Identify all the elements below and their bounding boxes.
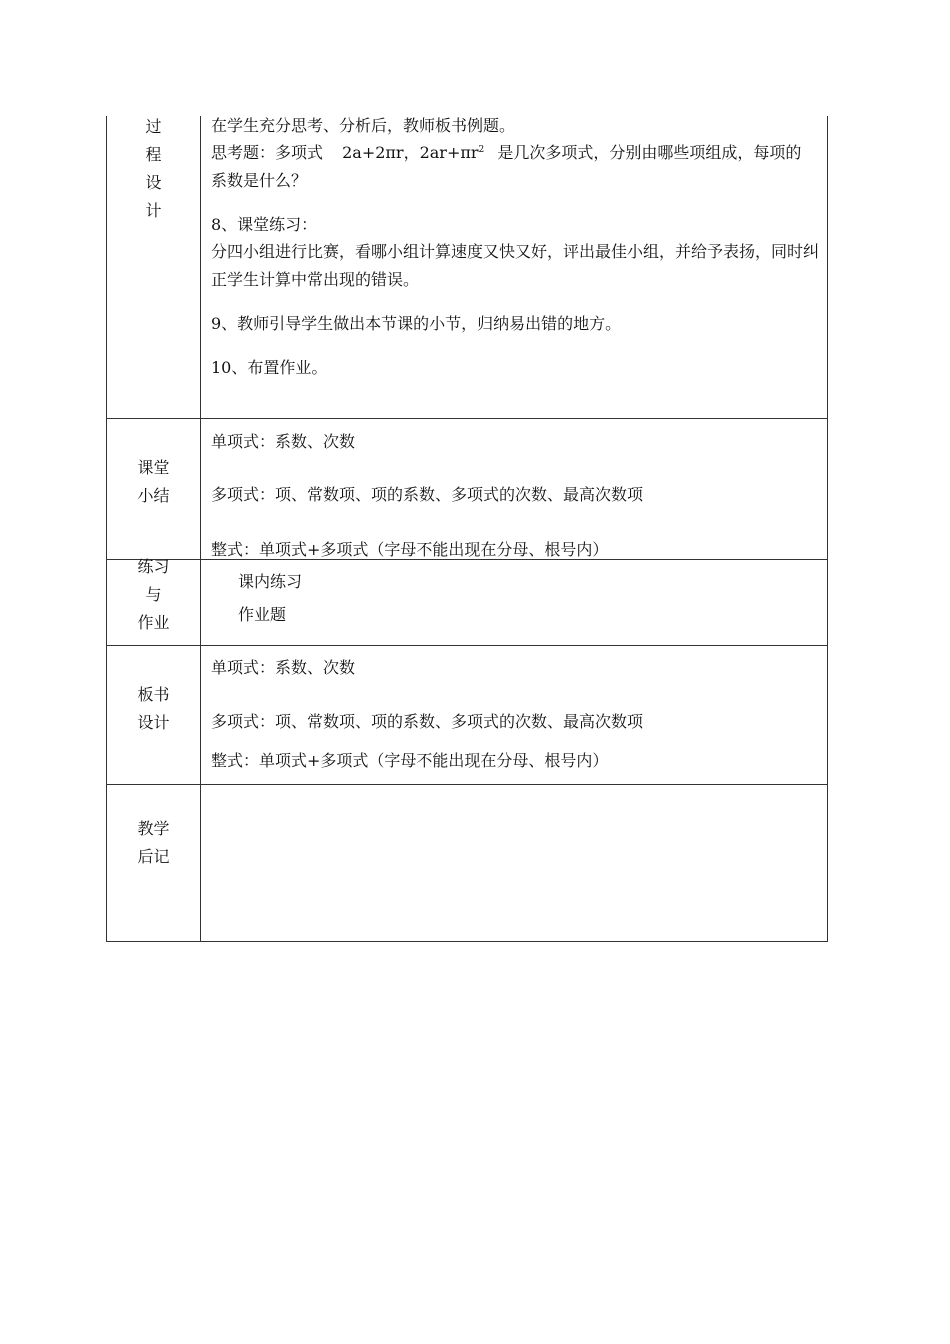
label-line: 板书 xyxy=(137,685,170,704)
label-line: 小结 xyxy=(137,486,170,505)
process-line-2 xyxy=(211,143,801,163)
exercise-line-2: 作业题 xyxy=(238,605,287,624)
summary-line-2: 多项式：项、常数项、项的系数、多项式的次数、最高次数项 xyxy=(211,485,644,504)
process-line-7: 10、布置作业。 xyxy=(211,358,328,377)
table-border-bottom xyxy=(106,941,828,942)
board-line-3: 整式：单项式+多项式（字母不能出现在分母、根号内） xyxy=(211,751,609,770)
summary-line-3: 整式：单项式+多项式（字母不能出现在分母、根号内） xyxy=(211,540,609,559)
class-summary-label xyxy=(106,454,201,510)
label-char: 计 xyxy=(145,201,162,220)
label-line: 后记 xyxy=(137,847,170,866)
exponent: 2 xyxy=(478,145,485,155)
process-line-3: 系数是什么？ xyxy=(211,171,308,190)
polynomial-expression xyxy=(342,143,484,162)
row-divider-3 xyxy=(106,645,828,646)
question-prefix: 思考题：多项式 xyxy=(211,143,324,162)
label-char: 程 xyxy=(145,145,162,164)
label-line: 作业 xyxy=(137,613,170,632)
row-divider-1 xyxy=(106,418,828,419)
label-line: 课堂 xyxy=(137,458,170,477)
process-line-6: 9、教师引导学生做出本节课的小节，归纳易出错的地方。 xyxy=(211,314,622,333)
label-line: 练习 xyxy=(137,557,170,576)
process-line-1: 在学生充分思考、分析后，教师板书例题。 xyxy=(211,116,516,135)
process-line-4: 8、课堂练习： xyxy=(211,215,318,234)
polynomial-base: 2a+2πr，2ar+πr xyxy=(342,143,479,162)
question-suffix: 是几次多项式，分别由哪些项组成，每项的 xyxy=(497,143,802,162)
label-line: 设计 xyxy=(137,713,170,732)
summary-line-1: 单项式：系数、次数 xyxy=(211,432,356,451)
reflection-content-cell xyxy=(201,785,827,941)
label-line: 教学 xyxy=(137,819,170,838)
label-char: 设 xyxy=(145,173,162,192)
exercise-line-1: 课内练习 xyxy=(238,572,303,591)
process-design-label xyxy=(106,113,201,225)
board-line-2: 多项式：项、常数项、项的系数、多项式的次数、最高次数项 xyxy=(211,712,644,731)
process-line-5: 分四小组进行比赛，看哪小组计算速度又快又好，评出最佳小组，并给予表扬，同时纠正学生计算中常出现的错误。 xyxy=(211,242,820,289)
table-border-right xyxy=(827,116,828,942)
lesson-plan-table xyxy=(106,116,828,942)
board-line-1: 单项式：系数、次数 xyxy=(211,658,356,677)
exercise-homework-label xyxy=(106,553,201,637)
label-char: 过 xyxy=(145,117,162,136)
label-line: 与 xyxy=(145,585,162,604)
teaching-reflection-label xyxy=(106,815,201,871)
blackboard-design-label xyxy=(106,681,201,737)
